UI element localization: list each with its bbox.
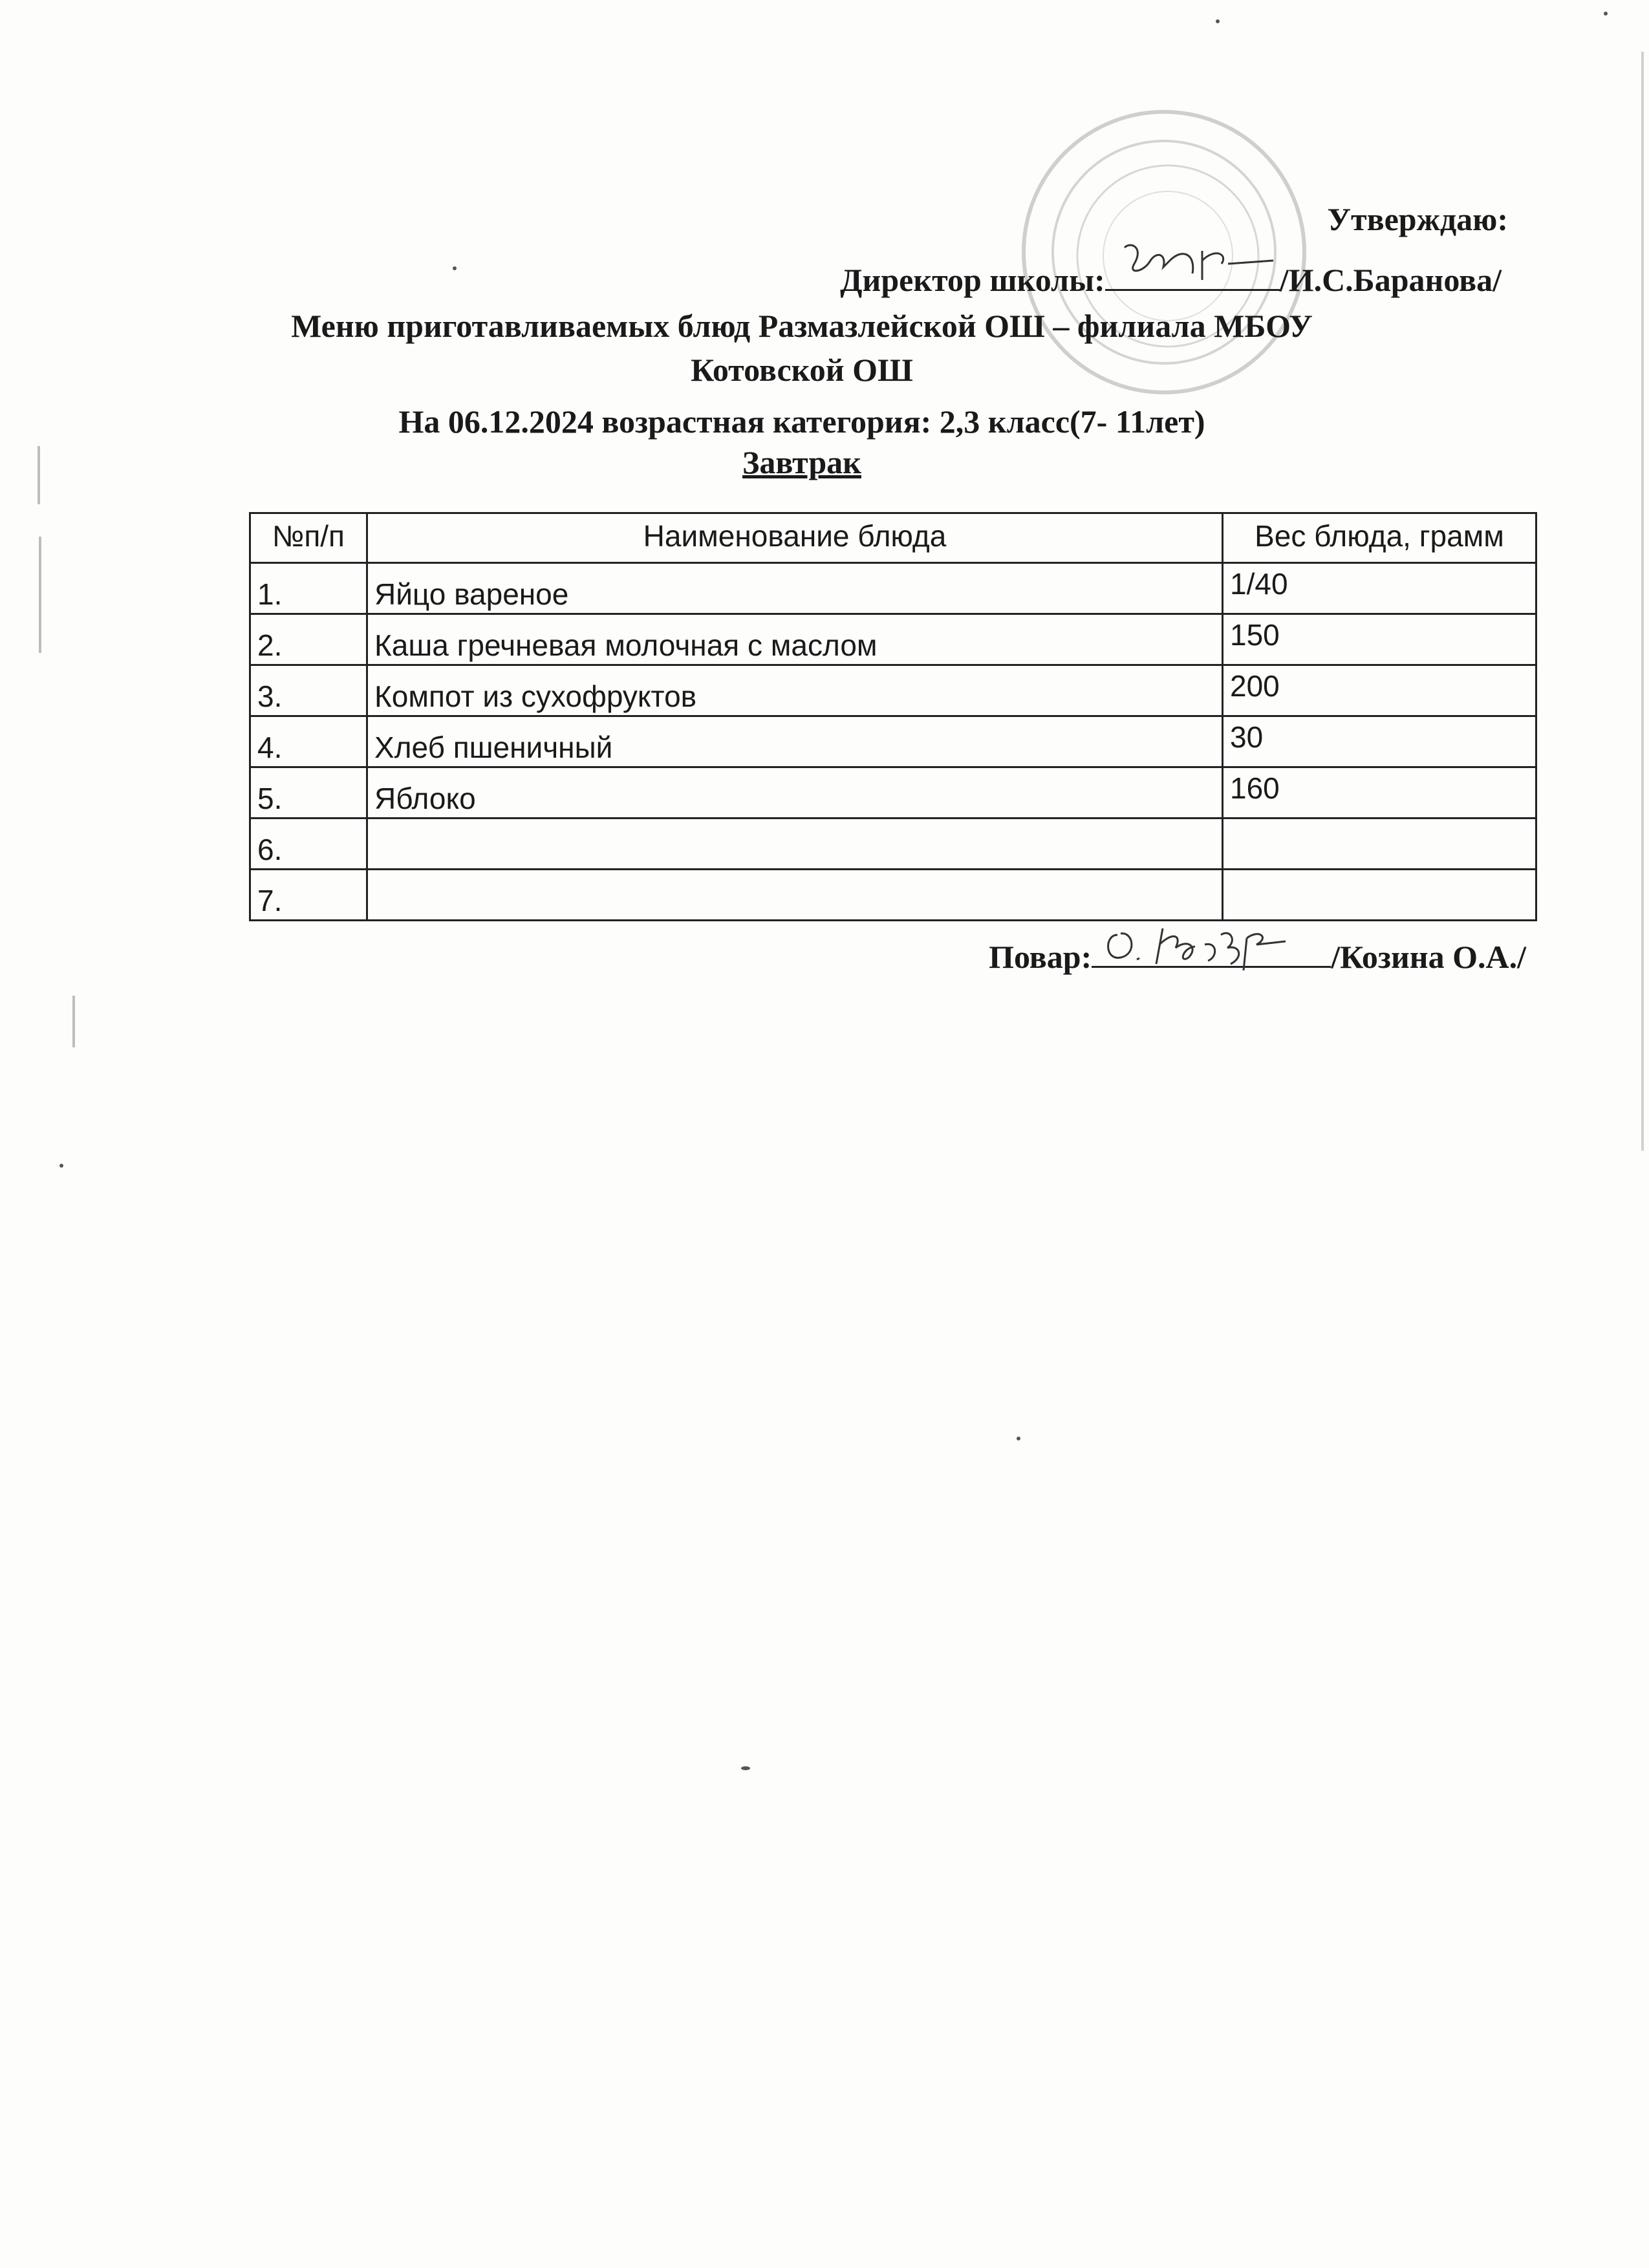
scan-line-left (72, 996, 75, 1047)
table-row (250, 818, 1536, 870)
dish-weight: 150 (1223, 614, 1536, 665)
header-number: №п/п (250, 513, 367, 563)
dish-name: Яйцо вареное (367, 563, 1223, 614)
dish-weight: 1/40 (1223, 563, 1536, 614)
dish-name (367, 818, 1223, 870)
cook-signature-line (989, 937, 1526, 976)
meal-heading: Завтрак (742, 444, 861, 480)
title-line-1: Меню приготавливаемых блюд Размазлейской ОШ – филиала МБОУ (291, 308, 1313, 344)
scan-speck (1017, 1437, 1020, 1440)
title-line-2: Котовской ОШ (691, 352, 913, 388)
dish-name: Компот из сухофруктов (367, 665, 1223, 716)
cook-label: Повар: (989, 939, 1092, 975)
dish-weight: 30 (1223, 716, 1536, 767)
row-number: 4. (250, 716, 367, 767)
director-signature (1105, 261, 1280, 291)
scan-speck (453, 266, 457, 270)
director-signature-line (840, 261, 1502, 299)
table-header-row (250, 513, 1536, 563)
scan-speck (741, 1766, 750, 1770)
menu-title-block (194, 304, 1410, 481)
scan-speck (1604, 12, 1608, 16)
table-row (250, 665, 1536, 716)
scan-line-right (1641, 52, 1644, 1151)
director-label: Директор школы: (840, 262, 1105, 298)
row-number: 3. (250, 665, 367, 716)
row-number: 7. (250, 870, 367, 921)
menu-table (249, 512, 1537, 921)
row-number: 2. (250, 614, 367, 665)
dish-name: Хлеб пшеничный (367, 716, 1223, 767)
scan-line-left (38, 446, 40, 504)
row-number: 5. (250, 767, 367, 818)
header-dish-name: Наименование блюда (367, 513, 1223, 563)
header-weight: Вес блюда, грамм (1223, 513, 1536, 563)
scan-speck (59, 1164, 63, 1168)
row-number: 6. (250, 818, 367, 870)
cook-signature (1092, 937, 1331, 968)
table-row (250, 767, 1536, 818)
scan-speck (1216, 19, 1220, 23)
approval-label: Утверждаю: (1327, 201, 1508, 237)
dish-name: Яблоко (367, 767, 1223, 818)
table-row (250, 870, 1536, 921)
table-row (250, 614, 1536, 665)
title-line-3: На 06.12.2024 возрастная категория: 2,3 класс(7- 11лет) (398, 403, 1205, 440)
table-row (250, 563, 1536, 614)
cook-name: /Козина О.А./ (1331, 939, 1526, 975)
scan-line-left (39, 537, 41, 653)
row-number: 1. (250, 563, 367, 614)
director-name: /И.С.Баранова/ (1279, 262, 1502, 298)
dish-weight (1223, 818, 1536, 870)
table-row (250, 716, 1536, 767)
dish-weight: 200 (1223, 665, 1536, 716)
dish-name: Каша гречневая молочная с маслом (367, 614, 1223, 665)
dish-weight: 160 (1223, 767, 1536, 818)
